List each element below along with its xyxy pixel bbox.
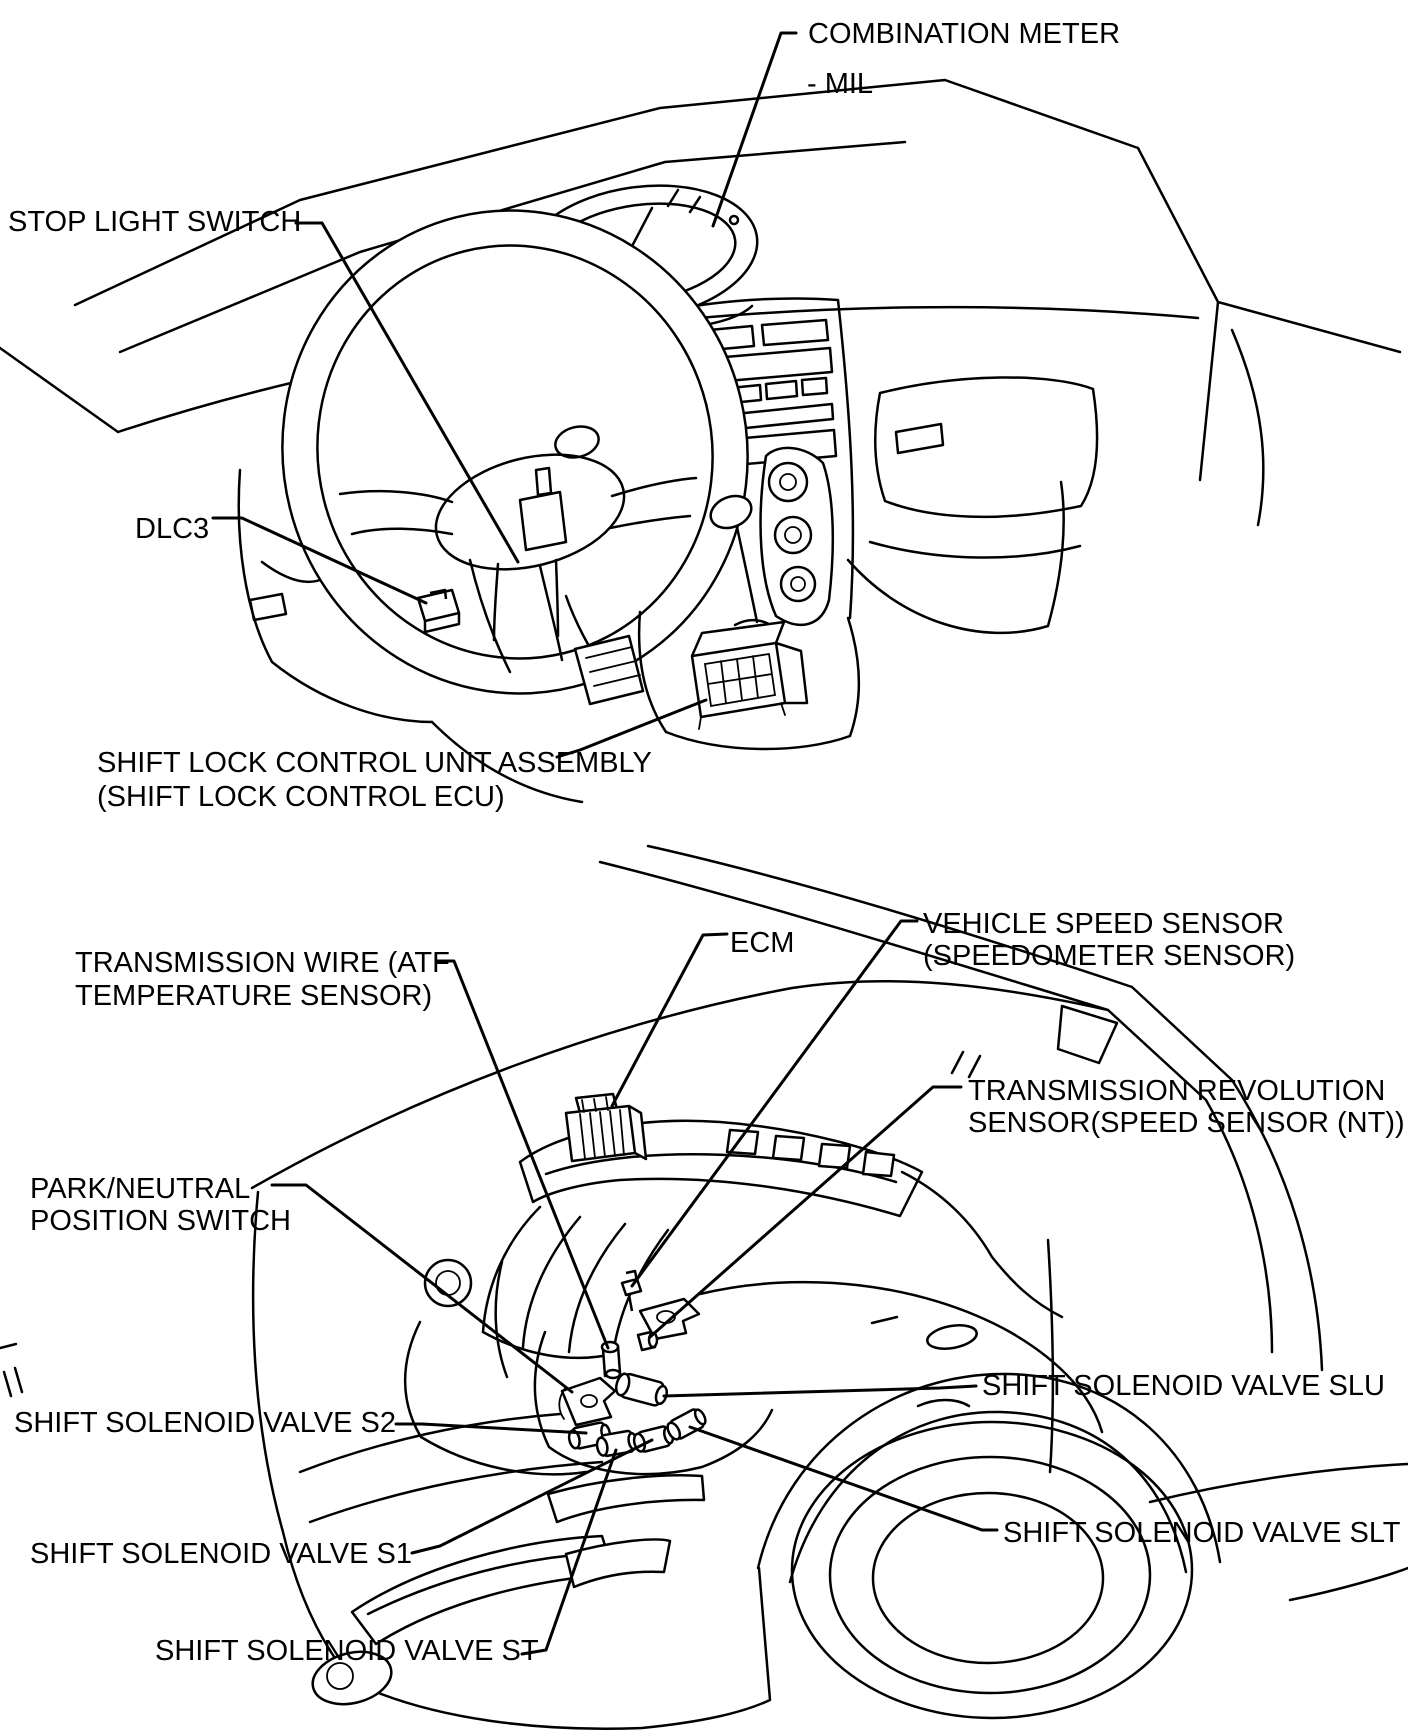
atf-temp-sensor-base bbox=[606, 1370, 620, 1378]
label-dlc3: DLC3 bbox=[135, 513, 210, 545]
ecm-unit bbox=[566, 1094, 646, 1161]
leader-solenoid-s2 bbox=[396, 1424, 586, 1433]
bumper-slots bbox=[548, 1475, 704, 1587]
door-handle bbox=[925, 1322, 978, 1352]
label-stop-light-switch: STOP LIGHT SWITCH bbox=[8, 206, 302, 238]
dlc3-connector bbox=[418, 590, 459, 632]
label-transmission-wire-line1: TRANSMISSION WIRE (ATF bbox=[75, 947, 450, 979]
dashboard-diagram bbox=[0, 18, 1400, 813]
label-combination-meter: COMBINATION METER bbox=[808, 18, 1121, 50]
solenoid-slu-part bbox=[614, 1371, 669, 1407]
label-ecm: ECM bbox=[730, 927, 795, 959]
label-solenoid-s2: SHIFT SOLENOID VALVE S2 bbox=[14, 1407, 396, 1439]
label-solenoid-st: SHIFT SOLENOID VALVE ST bbox=[155, 1635, 539, 1667]
label-park-neutral-line2: POSITION SWITCH bbox=[30, 1205, 291, 1237]
door-mirror bbox=[1058, 1006, 1117, 1063]
label-solenoid-s1: SHIFT SOLENOID VALVE S1 bbox=[30, 1538, 412, 1570]
bottom-labels bbox=[14, 908, 1405, 1667]
leader-park-neutral-switch bbox=[272, 1185, 572, 1392]
label-solenoid-slt: SHIFT SOLENOID VALVE SLT bbox=[1003, 1517, 1401, 1549]
leader-combination-meter bbox=[713, 33, 796, 226]
label-vehicle-speed-sensor-line1: VEHICLE SPEED SENSOR bbox=[923, 908, 1284, 940]
label-shift-lock-line2: (SHIFT LOCK CONTROL ECU) bbox=[97, 781, 505, 813]
ecm-box bbox=[566, 1106, 646, 1161]
leader-solenoid-slu bbox=[664, 1386, 976, 1396]
solenoid-slt-part bbox=[665, 1406, 709, 1442]
hvac-dial bbox=[769, 463, 807, 501]
hvac-dial bbox=[775, 517, 811, 553]
wheel-arch bbox=[758, 1374, 1220, 1582]
label-combination-meter-mil: - MIL bbox=[807, 68, 874, 100]
atf-temp-sensor-top bbox=[602, 1342, 618, 1352]
label-transmission-revolution-sensor-line2: SENSOR(SPEED SENSOR (NT)) bbox=[968, 1107, 1405, 1139]
leader-vehicle-speed-sensor bbox=[632, 921, 917, 1286]
label-vehicle-speed-sensor-line2: (SPEEDOMETER SENSOR) bbox=[923, 940, 1296, 972]
shift-lock-unit-body bbox=[692, 622, 807, 717]
hvac-dial bbox=[781, 567, 815, 601]
brake-pedal bbox=[575, 636, 643, 704]
shift-lock-unit bbox=[692, 622, 807, 729]
park-neutral-switch-part bbox=[562, 1378, 615, 1425]
engine-bay-diagram bbox=[0, 846, 1408, 1729]
label-park-neutral-line1: PARK/NEUTRAL bbox=[30, 1173, 251, 1205]
label-transmission-wire-line2: TEMPERATURE SENSOR) bbox=[75, 980, 433, 1012]
label-transmission-revolution-sensor-line1: TRANSMISSION REVOLUTION bbox=[968, 1075, 1386, 1107]
label-solenoid-slu: SHIFT SOLENOID VALVE SLU bbox=[982, 1370, 1385, 1402]
leader-ecm bbox=[612, 934, 727, 1106]
label-shift-lock-line1: SHIFT LOCK CONTROL UNIT ASSEMBLY bbox=[97, 747, 652, 779]
